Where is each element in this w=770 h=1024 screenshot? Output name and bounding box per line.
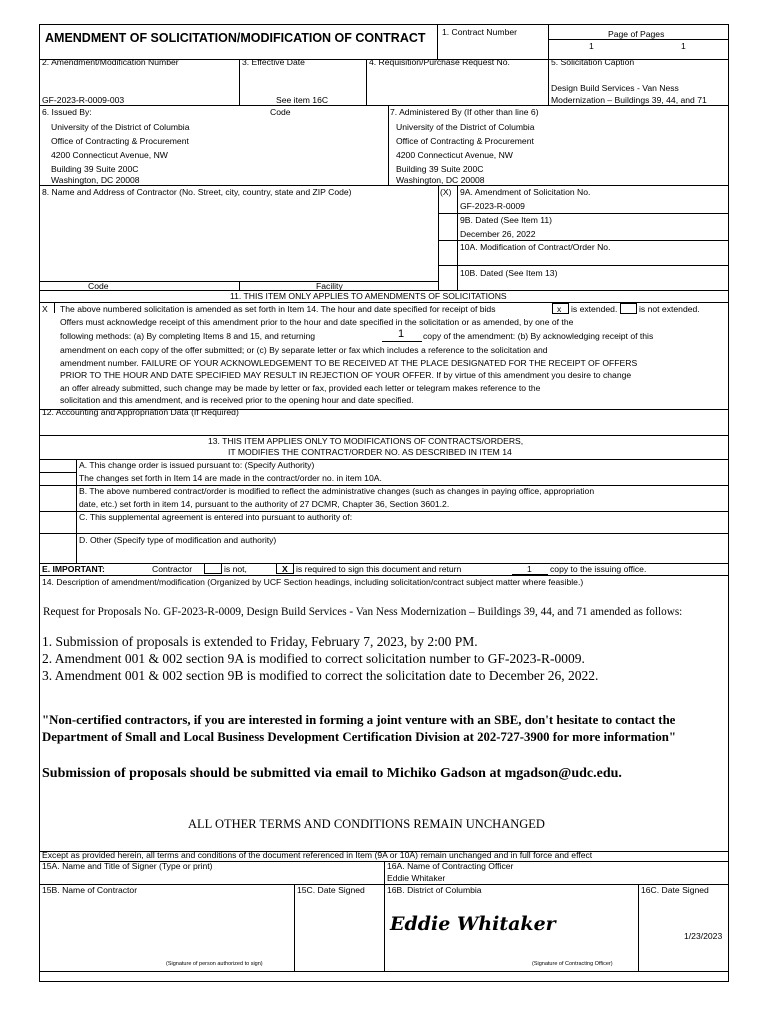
item9b-label: 9B. Dated (See Item 11) — [460, 215, 553, 225]
contractor-date-signed-label: 15C. Date Signed — [297, 885, 365, 895]
total-pages: 1 — [681, 41, 686, 51]
item11-line5: amendment number. FAILURE OF YOUR ACKNOWLEDGEMENT TO BE RECEIVED AT THE PLACE DESIGNATED FOR THE RECEIPT OF OFFERS — [60, 358, 638, 368]
is-not-label: is not, — [224, 564, 247, 574]
contractor-code-label: Code — [88, 281, 109, 291]
item9-x-mark: (X) — [440, 187, 452, 197]
issued-by-label: 6. Issued By: — [42, 107, 92, 117]
item13-heading1: 13. THIS ITEM APPLIES ONLY TO MODIFICATIONS OF CONTRACTS/ORDERS, — [208, 436, 524, 446]
item11-copies: 1 — [398, 328, 405, 340]
except-text: Except as provided herein, all terms and conditions of the document referenced in Item (9A or 10A) remain unchanged and in full force and effect — [42, 850, 593, 860]
officer-date-signed: 1/23/2023 — [684, 931, 723, 941]
solicitation-caption-line2: Modernization – Buildings 39, 44, and 71 — [551, 95, 707, 105]
item9b-value: December 26, 2022 — [460, 229, 536, 239]
contracting-officer-label: 16A. Name of Contracting Officer — [387, 861, 514, 871]
officer-date-signed-label: 16C. Date Signed — [641, 885, 709, 895]
item11-x-mark: X — [42, 304, 48, 314]
item13-c: C. This supplemental agreement is entered into pursuant to authority of: — [79, 512, 353, 522]
issued-by-line: Office of Contracting & Procurement — [51, 136, 189, 146]
issued-by-line: University of the District of Columbia — [51, 122, 190, 132]
copy-to-label: copy to the issuing office. — [550, 564, 647, 574]
jv-notice-line2: Department of Small and Local Business Development Certification Division at 202-727-3900 for more information" — [42, 730, 676, 744]
item9a-label: 9A. Amendment of Solicitation No. — [460, 187, 591, 197]
contracting-officer-signature: Eddie Whitaker — [390, 913, 556, 935]
item14-list-item: 3. Amendment 001 & 002 section 9B is modified to correct the solicitation date to December 26, 2022. — [42, 668, 599, 683]
item14-intro: Request for Proposals No. GF-2023-R-0009, Design Build Services - Van Ness Modernization – Buildings 39, 44, and 71 amended as follows: — [43, 606, 683, 618]
contractor-facility-label: Facility — [316, 281, 343, 291]
administered-by-line: 4200 Connecticut Avenue, NW — [396, 150, 513, 160]
amendment-number-value: GF-2023-R-0009-003 — [42, 95, 125, 105]
item13-a2: The changes set forth in Item 14 are made in the contract/order no. in item 10A. — [79, 473, 382, 483]
issued-by-line: Washington, DC 20008 — [51, 175, 140, 185]
district-label: 16B. District of Columbia — [387, 885, 482, 895]
item11-line3b: copy of the amendment: (b) By acknowledging receipt of this — [423, 331, 654, 341]
item11-line1: The above numbered solicitation is amended as set forth in Item 14. The hour and date specified for receipt of bids — [60, 304, 496, 314]
is-extended-label: is extended. — [571, 304, 618, 314]
officer-signature-caption: (Signature of Contracting Officer) — [532, 961, 613, 967]
important-contractor: Contractor — [152, 564, 193, 574]
item14-list-item: 2. Amendment 001 & 002 section 9A is modified to correct solicitation number to GF-2023-R-0009. — [42, 651, 585, 666]
submission-notice: Submission of proposals should be submitted via email to Michiko Gadson at mgadson@udc.edu. — [42, 766, 622, 781]
issued-by-line: 4200 Connecticut Avenue, NW — [51, 150, 168, 160]
important-copies: 1 — [527, 564, 532, 574]
important-label: E. IMPORTANT: — [42, 564, 105, 574]
is-required-x-mark: X — [282, 564, 288, 574]
amendment-form — [39, 24, 729, 982]
is-required-label: is required to sign this document and return — [296, 564, 462, 574]
amendment-number-label: 2. Amendment/Modification Number — [42, 57, 179, 67]
item14-label: 14. Description of amendment/modification (Organized by UCF Section headings, including solicitation/contract subject matter where feasible.) — [42, 577, 584, 587]
contractor-name-label: 15B. Name of Contractor — [42, 885, 138, 895]
item11-line3a: following methods: (a) By completing Items 8 and 15, and returning — [60, 331, 316, 341]
not-extended-checkbox[interactable] — [620, 303, 637, 314]
contract-number-label: 1. Contract Number — [442, 27, 517, 37]
issued-by-line: Building 39 Suite 200C — [51, 164, 139, 174]
item11-heading: 11. THIS ITEM ONLY APPLIES TO AMENDMENTS OF SOLICITATIONS — [230, 291, 507, 301]
item13-b1: B. The above numbered contract/order is modified to reflect the administrative changes (such as changes in paying office, appropriation — [79, 486, 595, 496]
solicitation-caption-line1: Design Build Services - Van Ness — [551, 83, 679, 93]
item13-b2: date, etc.) set forth in item 14, pursuant to the authority of 27 DCMR, Chapter 36, Section 3601.2. — [79, 499, 450, 509]
terms-unchanged: ALL OTHER TERMS AND CONDITIONS REMAIN UNCHANGED — [188, 817, 545, 831]
administered-by-line: Office of Contracting & Procurement — [396, 136, 534, 146]
extended-x-mark: x — [557, 304, 562, 314]
administered-by-line: University of the District of Columbia — [396, 122, 535, 132]
item13-heading2: IT MODIFIES THE CONTRACT/ORDER NO. AS DESCRIBED IN ITEM 14 — [228, 447, 512, 457]
item11-line7: an offer already submitted, such change may be made by letter or fax, provided each letter or telegram makes reference to the — [60, 383, 541, 393]
item11-line6: PRIOR TO THE HOUR AND DATE SPECIFIED MAY RESULT IN REJECTION OF YOUR OFFER. If by virtue of this amendment you desire to change — [60, 370, 632, 380]
item9a-value: GF-2023-R-0009 — [460, 201, 525, 211]
item10b-label: 10B. Dated (See Item 13) — [460, 268, 558, 278]
jv-notice-line1: "Non-certified contractors, if you are interested in forming a joint venture with an SBE, don't hesitate to contact the — [42, 713, 676, 727]
item11-line4: amendment on each copy of the offer submitted; or (c) By separate letter or fax which includes a reference to the solicitation and — [60, 345, 548, 355]
item12-label: 12. Accounting and Appropriation Data (If Required) — [42, 407, 239, 417]
contractor-label: 8. Name and Address of Contractor (No. Street, city, country, state and ZIP Code) — [42, 187, 352, 197]
form-title: AMENDMENT OF SOLICITATION/MODIFICATION OF CONTRACT — [45, 31, 426, 45]
administered-by-line: Washington, DC 20008 — [396, 175, 485, 185]
issued-by-code-label: Code — [270, 107, 291, 117]
contracting-officer-name: Eddie Whitaker — [387, 873, 446, 883]
page-of-pages-label: Page of Pages — [608, 29, 665, 39]
item11-line2: Offers must acknowledge receipt of this amendment prior to the hour and date specified in the solicitation or as amended, by one of the — [60, 317, 574, 327]
item10a-label: 10A. Modification of Contract/Order No. — [460, 242, 611, 252]
item11-line8: solicitation and this amendment, and is received prior to the opening hour and date specified. — [60, 395, 414, 405]
item13-a1: A. This change order is issued pursuant to: (Specify Authority) — [79, 460, 315, 470]
is-required-checkbox[interactable] — [276, 563, 294, 574]
not-extended-label: is not extended. — [639, 304, 700, 314]
administered-by-label: 7. Administered By (If other than line 6) — [390, 107, 539, 117]
administered-by-line: Building 39 Suite 200C — [396, 164, 484, 174]
item13-d: D. Other (Specify type of modification and authority) — [79, 535, 277, 545]
signer-name-label: 15A. Name and Title of Signer (Type or print) — [42, 861, 213, 871]
contractor-signature-caption: (Signature of person authorized to sign) — [166, 961, 263, 967]
extended-checkbox[interactable] — [552, 303, 569, 314]
requisition-label: 4. Requisition/Purchase Request No. — [369, 57, 510, 67]
effective-date-value: See item 16C — [276, 95, 329, 105]
item14-list-item: 1. Submission of proposals is extended to Friday, February 7, 2023, by 2:00 PM. — [42, 634, 478, 649]
solicitation-caption-label: 5. Solicitation Caption — [551, 57, 635, 67]
page-number: 1 — [589, 41, 594, 51]
effective-date-label: 3. Effective Date — [242, 57, 305, 67]
is-not-checkbox[interactable] — [204, 563, 222, 574]
